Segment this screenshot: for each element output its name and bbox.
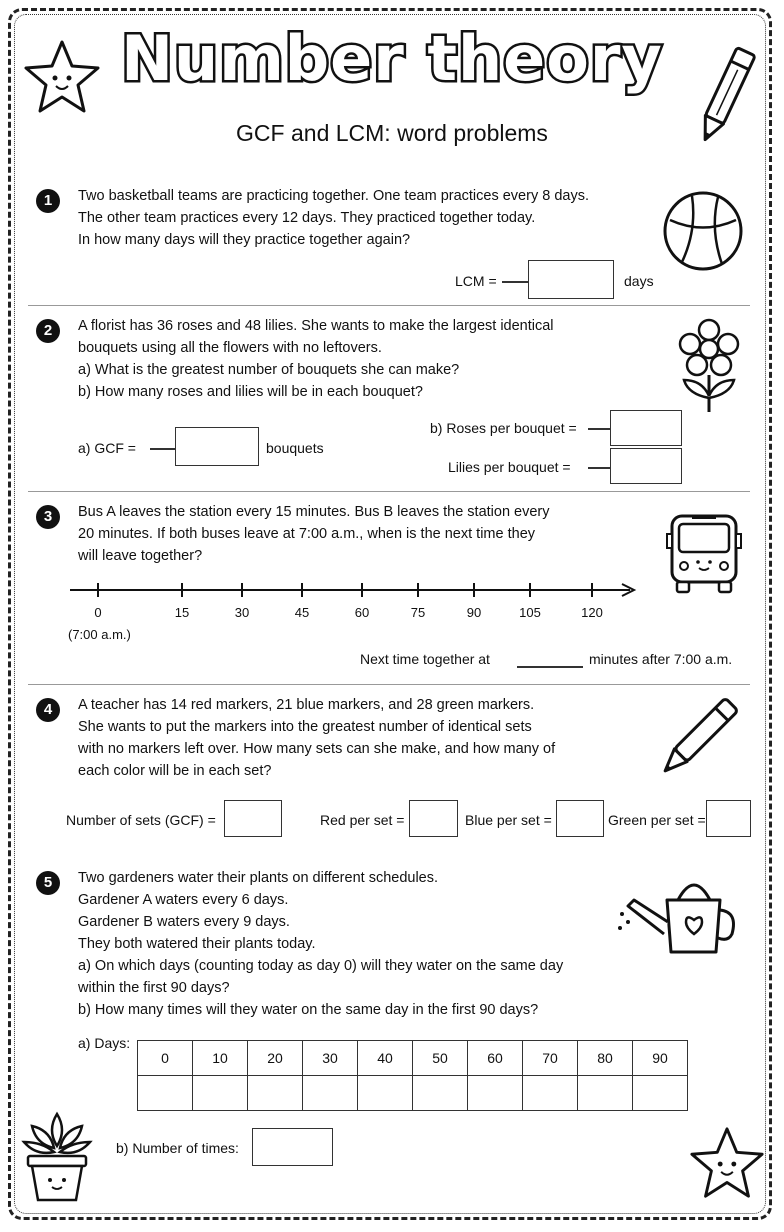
- question-number-4: 4: [36, 698, 60, 722]
- sets-answer-box[interactable]: [224, 800, 282, 837]
- days-header-row: [138, 1041, 688, 1076]
- star-icon: [22, 38, 102, 118]
- question-4-text: A teacher has 14 red markers, 21 blue markers, and 28 green markers. She wants to put the markers into the greatest number of identical sets with no markers left over. How many sets can she make, and how many of each color will be in each set?: [78, 697, 556, 779]
- marker-icon: [650, 694, 744, 784]
- blue-answer-box[interactable]: [556, 800, 604, 837]
- answer-line: [588, 467, 610, 469]
- answer-prefix: Next time together at: [360, 651, 490, 667]
- lilies-answer-box[interactable]: [610, 448, 682, 484]
- pencil-icon: [690, 42, 760, 152]
- day-cell: 90: [633, 1041, 688, 1076]
- day-cell: 40: [358, 1041, 413, 1076]
- day-answer-cell[interactable]: [578, 1076, 633, 1111]
- day-answer-cell[interactable]: [248, 1076, 303, 1111]
- question-number-2: 2: [36, 319, 60, 343]
- flower-icon: [676, 318, 742, 414]
- day-cell: 70: [523, 1041, 578, 1076]
- day-answer-cell[interactable]: [413, 1076, 468, 1111]
- question-number-1: 1: [36, 189, 60, 213]
- answer-line: [502, 281, 528, 283]
- lcm-label: LCM =: [455, 273, 497, 289]
- number-line: [70, 578, 640, 602]
- page-title: Number theory: [121, 22, 663, 95]
- number-line-label: 75: [410, 605, 426, 620]
- times-label: b) Number of times:: [116, 1140, 239, 1156]
- day-answer-cell[interactable]: [633, 1076, 688, 1111]
- star-icon: [688, 1124, 766, 1204]
- day-cell: 30: [303, 1041, 358, 1076]
- lilies-label: Lilies per bouquet =: [448, 459, 571, 475]
- question-number-5: 5: [36, 871, 60, 895]
- divider: [28, 684, 750, 685]
- start-time-note: (7:00 a.m.): [68, 627, 131, 642]
- answer-suffix: minutes after 7:00 a.m.: [589, 651, 733, 667]
- roses-answer-box[interactable]: [610, 410, 682, 446]
- day-answer-cell[interactable]: [193, 1076, 248, 1111]
- question-3-text: Bus A leaves the station every 15 minutes. Bus B leaves the station every 20 minutes. If both buses leave at 7:00 a.m., when is the next time they will leave together?: [78, 504, 550, 564]
- days-label: a) Days:: [78, 1035, 131, 1051]
- day-cell: 60: [468, 1041, 523, 1076]
- number-line-label: 60: [354, 605, 370, 620]
- number-line-label: 0: [94, 605, 102, 620]
- red-answer-box[interactable]: [409, 800, 458, 837]
- divider: [28, 305, 750, 306]
- times-answer-box[interactable]: [252, 1128, 333, 1166]
- number-line-label: 105: [519, 605, 541, 620]
- roses-label: b) Roses per bouquet =: [430, 420, 577, 436]
- number-line-label: 90: [466, 605, 482, 620]
- day-cell: 0: [138, 1041, 193, 1076]
- answer-line: [150, 448, 175, 450]
- number-line-label: 15: [174, 605, 190, 620]
- day-answer-cell[interactable]: [303, 1076, 358, 1111]
- question-5-text: Two gardeners water their plants on different schedules. Gardener A waters every 6 days. Gardener B waters every 9 days. They both watered their plants today. a) On which days (counting today as day 0) will they water on the same day within the first 90 days? b) How many times will they water on the same day in the first 90 days?: [78, 870, 564, 1018]
- gcf-unit: bouquets: [266, 440, 324, 456]
- day-cell: 50: [413, 1041, 468, 1076]
- green-label: Green per set =: [608, 812, 706, 828]
- day-answer-cell[interactable]: [138, 1076, 193, 1111]
- gcf-label: a) GCF =: [78, 440, 136, 456]
- days-answer-row[interactable]: [138, 1076, 688, 1111]
- number-line-label: 45: [294, 605, 310, 620]
- day-answer-cell[interactable]: [358, 1076, 413, 1111]
- number-line-label: 30: [234, 605, 250, 620]
- day-cell: 80: [578, 1041, 633, 1076]
- answer-blank[interactable]: [517, 666, 583, 668]
- basketball-icon: [662, 190, 744, 272]
- lcm-answer-box[interactable]: [528, 260, 614, 299]
- green-answer-box[interactable]: [706, 800, 751, 837]
- sets-label: Number of sets (GCF) =: [66, 812, 216, 828]
- lcm-unit: days: [624, 273, 654, 289]
- divider: [28, 491, 750, 492]
- question-2-text: A florist has 36 roses and 48 lilies. She wants to make the largest identical bouquets using all the flowers with no leftovers. a) What is the greatest number of bouquets she can make? b) How many roses and lilies will be in each bouquet?: [78, 318, 554, 400]
- blue-label: Blue per set =: [465, 812, 552, 828]
- number-line-label: 120: [581, 605, 603, 620]
- question-1-text: Two basketball teams are practicing together. One team practices every 8 days. The other team practices every 12 days. They practiced together today. In how many days will they practice together again?: [78, 188, 589, 248]
- watering-can-icon: [612, 872, 742, 956]
- question-number-3: 3: [36, 505, 60, 529]
- day-answer-cell[interactable]: [468, 1076, 523, 1111]
- day-cell: 20: [248, 1041, 303, 1076]
- bus-icon: [664, 512, 744, 596]
- gcf-answer-box[interactable]: [175, 427, 259, 466]
- day-cell: 10: [193, 1041, 248, 1076]
- answer-line: [588, 428, 610, 430]
- day-answer-cell[interactable]: [523, 1076, 578, 1111]
- red-label: Red per set =: [320, 812, 405, 828]
- days-table: [137, 1040, 688, 1111]
- page-subtitle: GCF and LCM: word problems: [236, 120, 548, 146]
- succulent-icon: [20, 1108, 94, 1204]
